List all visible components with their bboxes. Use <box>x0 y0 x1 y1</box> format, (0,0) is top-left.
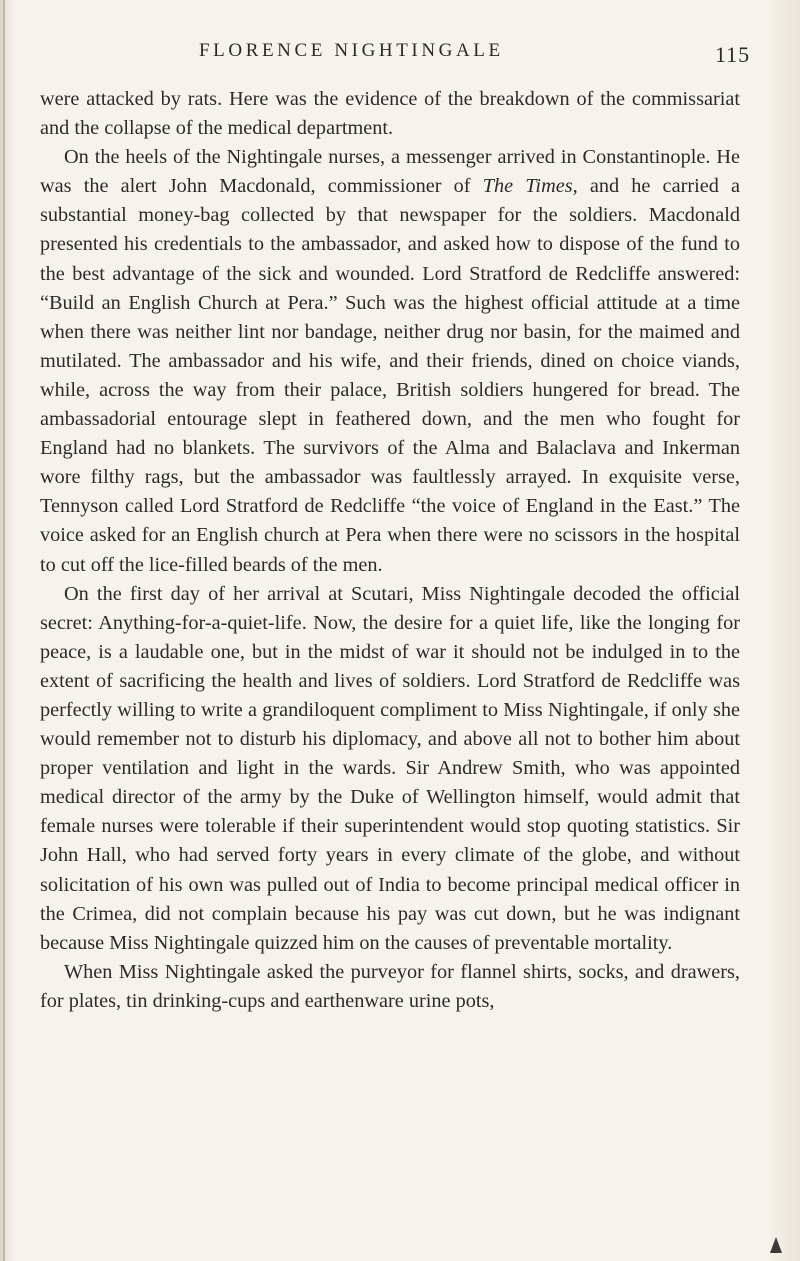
paragraph-1: were attacked by rats. Here was the evidence of the breakdown of the commissariat and the collapse of the medical department. <box>40 88 740 140</box>
body-text <box>40 85 740 1016</box>
page-corner-mark <box>770 1237 782 1253</box>
running-head: FLORENCE NIGHTINGALE <box>199 40 504 61</box>
paragraph-2 <box>40 143 740 579</box>
paragraph-3: On the first day of her arrival at Scutari, Miss Nightingale decoded the official secret: Anything-for-a-quiet-life. Now, the desire for a quiet life, like the longing for peace, is a laudable one, but in the midst of war it should not be indulged in to the extent of sacrificing the health and lives of soldiers. Lord Stratford de Redcliffe was perfectly willing to write a grandiloquent compliment to Miss Nightingale, if only she would remember not to disturb his diplomacy, and above all not to bother him about proper ventilation and light in the wards. Sir Andrew Smith, who was appointed medical director of the army by the Duke of Wellington himself, would admit that female nurses were tolerable if their superintendent would stop quoting statistics. Sir John Hall, who had served forty years in every climate of the globe, and without solicitation of his own was pulled out of India to become principal medical officer in the Crimea, did not complain because his pay was cut down, but he was indignant because Miss Nightingale quizzed him on the causes of preventable mortality. <box>40 582 740 954</box>
binding-edge-line <box>3 0 5 1261</box>
page-number: 115 <box>715 42 751 67</box>
paragraph-4: When Miss Nightingale asked the purveyor for flannel shirts, socks, and drawers, for plates, tin drinking-cups and earthenware urine pots, <box>40 960 740 1012</box>
page-right-edge <box>766 0 800 1261</box>
paragraph-2-text-after: and he carried a substantial money-bag collected by that newspaper for the soldiers. Macdonald presented his credentials to the ambassador, and asked how to dispose of the fund to the best advantage of the sick and wounded. Lord Stratford de Redcliffe answered: “Build an English Church at Pera.” Such was the highest official attitude at a time when there was neither lint nor bandage, neither drug nor basin, for the maimed and mutilated. The ambassador and his wife, and their friends, dined on choice viands, while, across the way from their palace, British soldiers hungered for bread. The ambassadorial entourage slept in feathered down, and the men who fought for England had no blankets. The survivors of the Alma and Balaclava and Inkerman wore filthy rags, but the ambassador was faultlessly arrayed. In exquisite verse, Tennyson called Lord Stratford de Redcliffe “the voice of England in the East.” The voice asked for an English church at Pera when there were no scissors in the hospital to cut off the lice-filled beards of the men. <box>40 175 741 576</box>
paragraph-2-text-before: On the heels of the Nightingale nurses, a messenger arrived in Constantinople. He was the alert John Macdonald, commissioner of <box>40 146 740 198</box>
newspaper-title: The Times, <box>482 175 578 198</box>
